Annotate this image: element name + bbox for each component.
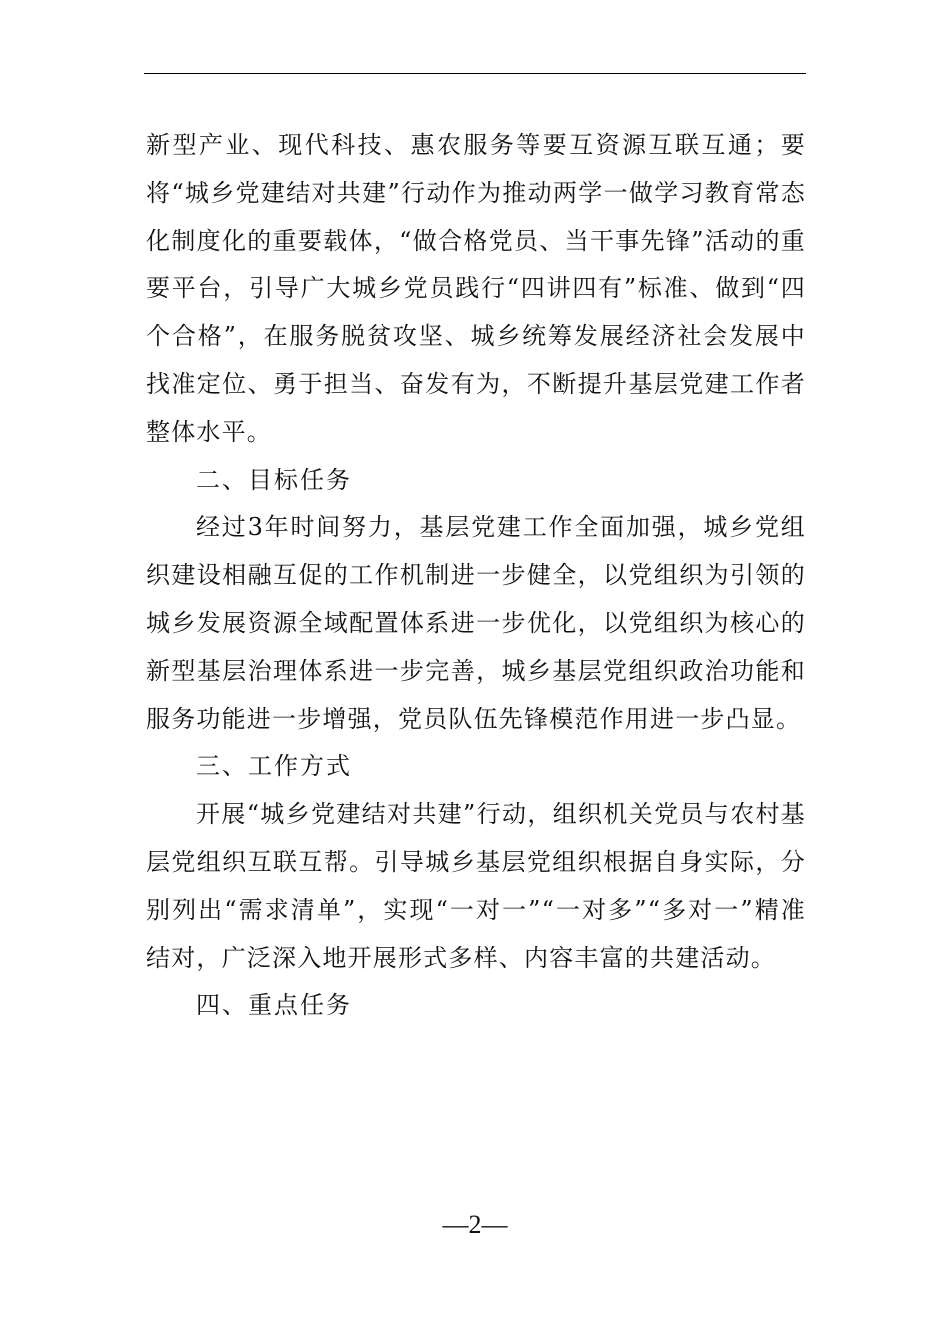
section-heading-key-tasks: 四、重点任务 — [196, 991, 352, 1020]
page-number: —2— — [442, 1210, 508, 1239]
paragraph-goals: 经过3年时间努力，基层党建工作全面加强，城乡党组织建设相融互促的工作机制进一步健全，以党组织为引领的城乡发展资源全域配置体系进一步优化，以党组织为核心的新型基层治理体系进一步完善，城乡基层党组织政治功能和服务功能进一步增强，党员队伍先锋模范作用进一步凸显。 — [146, 513, 806, 733]
section-heading-methods: 三、工作方式 — [196, 752, 352, 781]
document-body — [146, 122, 806, 1030]
paragraph-continuation: 新型产业、现代科技、惠农服务等要互资源互联互通；要将“城乡党建结对共建”行动作为推动两学一做学习教育常态化制度化的重要载体，“做合格党员、当干事先锋”活动的重要平台，引导广大城乡党员践行“四讲四有”标准、做到“四个合格”，在服务脱贫攻坚、城乡统筹发展经济社会发展中找准定位、勇于担当、奋发有为，不断提升基层党建工作者整体水平。 — [146, 131, 806, 446]
section-heading-goals: 二、目标任务 — [196, 465, 352, 494]
paragraph-methods: 开展“城乡党建结对共建”行动，组织机关党员与农村基层党组织互联互帮。引导城乡基层党组织根据自身实际，分别列出“需求清单”，实现“一对一”“一对多”“多对一”精准结对，广泛深入地开展形式多样、内容丰富的共建活动。 — [146, 800, 806, 972]
header-rule — [144, 73, 806, 74]
